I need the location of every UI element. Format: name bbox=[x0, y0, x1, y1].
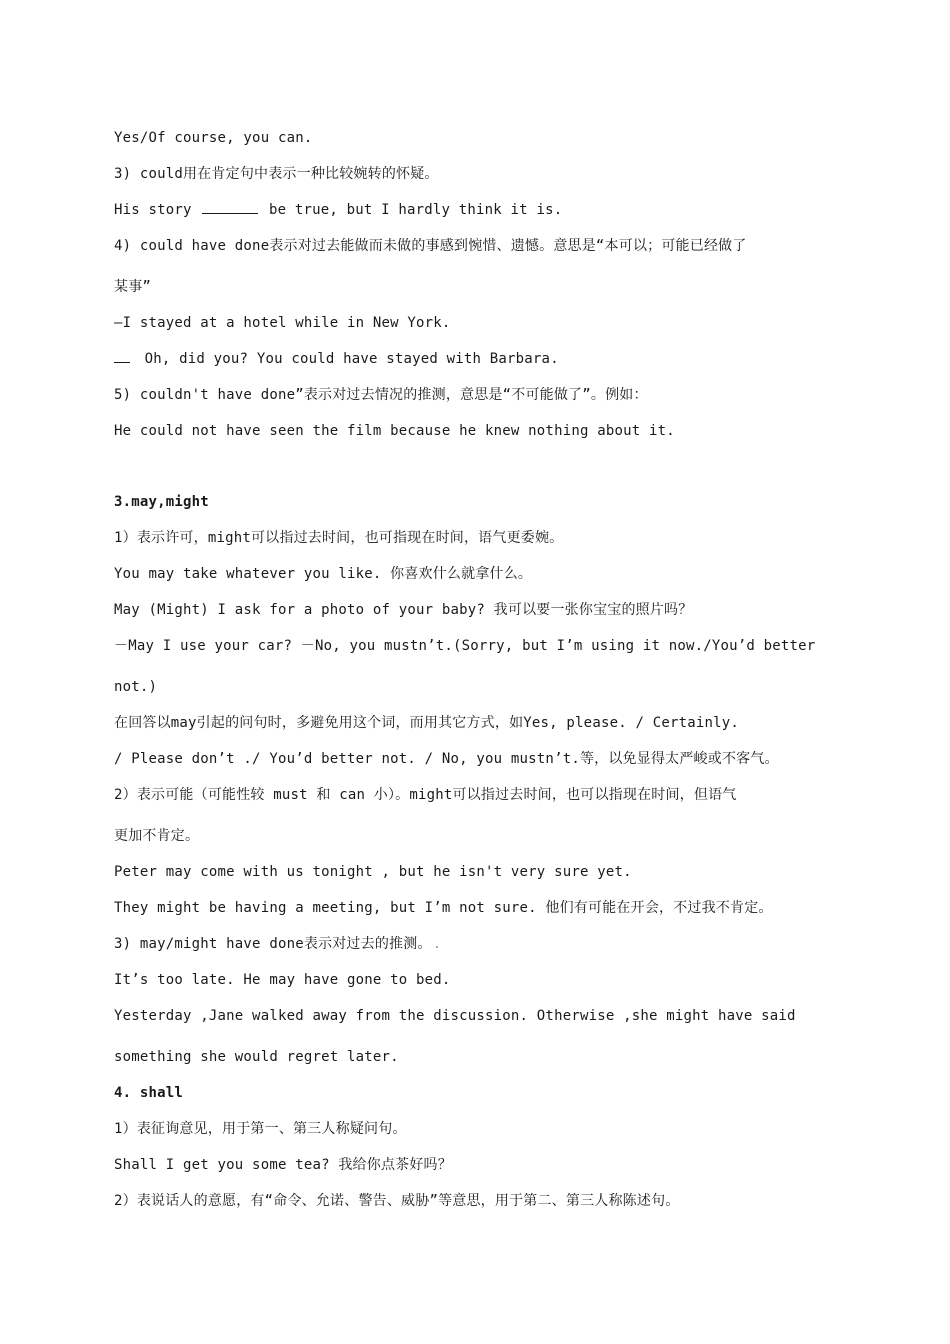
fill-in-blank bbox=[202, 199, 258, 214]
text-line: It’s too late. He may have gone to bed. bbox=[114, 972, 451, 988]
text-line: 3) could用在肯定句中表示一种比较婉转的怀疑。 bbox=[114, 166, 439, 182]
paragraph-gap bbox=[114, 455, 838, 490]
text-line: He could not have seen the film because he knew nothing about it. bbox=[114, 423, 675, 439]
text-line: You may take whatever you like. 你喜欢什么就拿什么。 bbox=[114, 566, 533, 582]
stray-mark bbox=[436, 946, 438, 948]
text-line-with-blank bbox=[114, 347, 838, 383]
text-segment: 3) may/might have done表示对过去的推测。 bbox=[114, 936, 432, 952]
text-line: / Please don’t ./ You’d better not. / No, you mustn’t.等，以免显得太严峻或不客气。 bbox=[114, 751, 779, 767]
text-line: 2）表说话人的意愿，有“命令、允诺、警告、威胁”等意思，用于第二、第三人称陈述句。 bbox=[114, 1193, 680, 1209]
text-line: something she would regret later. bbox=[114, 1049, 399, 1065]
text-line: －May I use your car? －No, you mustn’t.(Sorry, but I’m using it now./You’d better bbox=[114, 638, 816, 654]
text-line: not.) bbox=[114, 679, 158, 695]
text-line: 1）表征询意见，用于第一、第三人称疑问句。 bbox=[114, 1121, 407, 1137]
text-line: May (Might) I ask for a photo of your baby? 我可以要一张你宝宝的照片吗？ bbox=[114, 602, 693, 618]
section-heading-shall: 4. shall bbox=[114, 1085, 184, 1101]
text-line bbox=[114, 932, 838, 968]
dialogue-reply: Oh, did you? You could have stayed with Barbara. bbox=[144, 351, 559, 367]
sentence-start: His story bbox=[114, 202, 192, 218]
text-line: 1）表示许可，might可以指过去时间，也可指现在时间，语气更委婉。 bbox=[114, 530, 564, 546]
text-line: Yes/Of course, you can. bbox=[114, 130, 313, 146]
section-heading-may-might: 3.may,might bbox=[114, 494, 209, 510]
text-line: 5) couldn't have done”表示对过去情况的推测，意思是“不可能做了”。例如： bbox=[114, 387, 648, 403]
text-line: —I stayed at a hotel while in New York. bbox=[114, 315, 451, 331]
text-line: 某事” bbox=[114, 279, 152, 295]
dialogue-dash bbox=[114, 348, 130, 363]
text-line: 4) could have done表示对过去能做而未做的事感到惋惜、遗憾。意思是“本可以；可能已经做了 bbox=[114, 238, 747, 254]
text-line: Shall I get you some tea? 我给你点茶好吗？ bbox=[114, 1157, 452, 1173]
text-line: They might be having a meeting, but I’m not sure. 他们有可能在开会，不过我不肯定。 bbox=[114, 900, 773, 916]
document-body bbox=[114, 126, 838, 1225]
text-line: 在回答以may引起的问句时，多避免用这个词，而用其它方式，如Yes, please. / Certainly. bbox=[114, 715, 740, 731]
text-line: 2）表示可能（可能性较 must 和 can 小）。might可以指过去时间，也可以指现在时间，但语气 bbox=[114, 787, 737, 803]
text-line: Peter may come with us tonight , but he isn't very sure yet. bbox=[114, 864, 632, 880]
text-line: 更加不肯定。 bbox=[114, 828, 200, 844]
text-line: Yesterday ,Jane walked away from the discussion. Otherwise ,she might have said bbox=[114, 1008, 796, 1024]
text-line-with-blank bbox=[114, 198, 838, 234]
sentence-end: be true, but I hardly think it is. bbox=[268, 202, 563, 218]
